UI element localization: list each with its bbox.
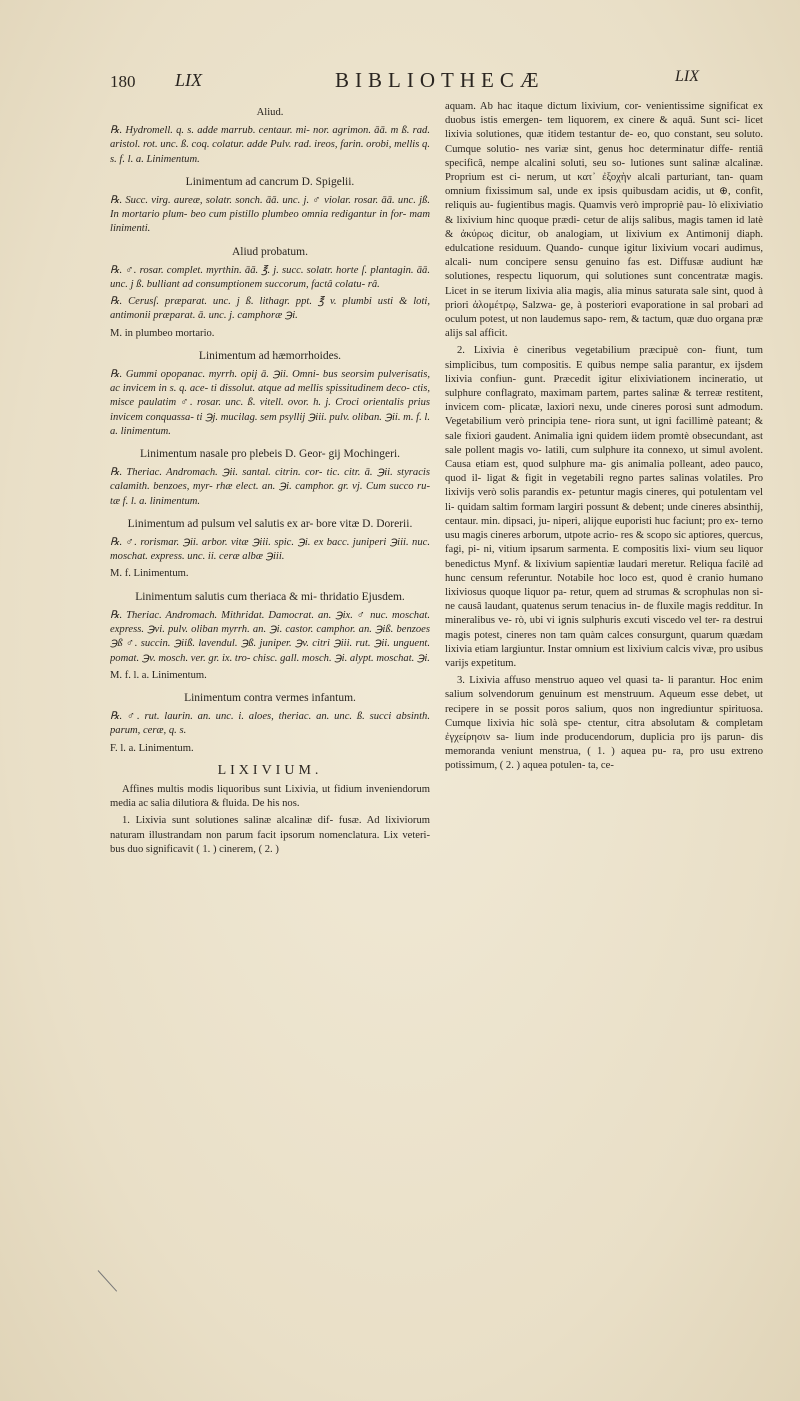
left-column-paragraph: ℞. ♂. rorismar. ℈ii. arbor. vitæ ℈iii. spic. ℈i. ex bacc. juniperi ℈iii. nuc. moschat. express. unc. ii. ceræ albæ ℈iii.	[110, 537, 430, 563]
right-column	[445, 100, 763, 1300]
left-column-paragraph: Linimentum ad hæmorrhoides.	[198, 349, 342, 362]
left-column-paragraph: Aliud probatum.	[231, 245, 309, 258]
left-column-paragraph: Linimentum ad pulsum vel salutis ex ar- bore vitæ D. Dorerii.	[127, 517, 413, 530]
left-column-paragraph: LIXIVIUM.	[217, 762, 323, 778]
left-column-paragraph: ℞. Theriac. Andromach. ℈ii. santal. citrin. cor- tic. citr. ā. ℈ii. styracis calamith. benzoes, myr- rhæ elect. an. ℈i. camphor. gr. vj. Cum succo ru- tæ f. l. a. linimentum.	[110, 467, 430, 507]
running-header-right: LIX	[675, 68, 699, 85]
running-title: BIBLIOTHECÆ	[335, 68, 545, 92]
left-column-paragraph: ℞. ♂. rosar. complet. myrthin. āā. ℥. j. succ. solatr. horte ſ. plantagin. āā. unc. j ß. bulliant ad consumptionem succorum, factâ colatu- râ.	[110, 264, 430, 291]
right-column-paragraph: 3. Lixivia affuso menstruo aqueo vel quasi ta- li parantur. Hoc enim salium solvendorum genuinum est menstruum. Aqueum esse debet, ut recipere in se possit poros salium, quos non ingrediuntur spirituosa. Cumque lixivia hic solà spe- ctentur, citra absolutam & completam ἐγχείρησιν sa- lium inde producendorum, duplicia pro ijs parun- dis memoranda veniunt menstrua, ( 1. ) aquea pu- ra, pro usu extreno potissimum, ( 2. ) aquea potulen- ta, ce-	[445, 675, 763, 772]
left-column-paragraph: Linimentum contra vermes infantum.	[184, 691, 356, 704]
left-column-paragraph: Affines multis modis liquoribus sunt Lixivia, ut fidium inveniendorum media ac salia dilutiora & fluida. De his nos.	[110, 783, 430, 810]
right-column-paragraph: aquam. Ab hac itaque dictum lixivium, cor- venientissime significat ex duobus istis emergen- tem liquorem, ex cinere & aquâ. Sunt sci- licet lixivia solutiones, quæ itidem testantur de- eo, quo constant, seu soluto. Cumque solutio- nes variæ sint, genus hoc determinatur diffe- rentiâ specificâ, nempe alcalini soluti, seu so- lutiones sunt salinæ alcalinæ. Proprium est ci- nerum, ut κατ᾽ ἐξοχὴν alcali parturiant, tan- quam omnium fixissimum sal, unde ex ipsis quibusdam acidis, ut ⊕, confit, reliquis au- fugientibus magis. Quamvis verò impropriè pau- lò elixiviatio & lixivium hinc quoque prædi- cetur de alijs salibus, magis tamen id latè & ἀκύρως dicitur, ob analogiam, ut lixivium ex Antimonij diaph. edulcatione residuum. Quando- cunque igitur lixivium vocari audimus, alcali- num concipere sensu genuino fas est. Diffusæ audiunt hæ solutiones, respectu liquorum, qui solutiones sunt concentratæ magis. Licet in se iterum lixivia alia magis, alia minus saturata sale sint, quod à priori ἀλομέτρῳ, Salzwa- ge, à posteriori evaporatione in sal probari ad oculum potest, ut non laudemus sapo- rem, & tactum, quæ duo organa præ alijs sal afficit.	[445, 101, 763, 340]
left-column-paragraph: 1. Lixivia sunt solutiones salinæ alcalinæ dif- fusæ. Ad lixiviorum naturam illustrandam non parum facit ipsorum nomenclatura. Lix veteri- bus duo significavit ( 1. ) cinerem, ( 2. )	[110, 815, 430, 855]
right-column-paragraph: 2. Lixivia è cineribus vegetabilium præcipuè con- fiunt, tum simplicibus, tum compositis. E quibus nempe salia parantur, ex ijsdem lixivia confiun- gunt. Præcedit igitur elixiviationem incineratio, ut sulphure conflagrato, maximam partem, partes salinæ & terreæ restitent, invicem com- plicatæ, laxiori nexu, unde cineres porosi sunt admodum. Vegetabilium verò principia tene- riora sunt, ut igni facillimè pateant; & sale fixiori gaudent. Animalia igni quidem iidem promtè obsecundant, ast sale pollent magis vo- latili, cum sulphure ita connexo, ut simul avolent. Causa etiam est, quod sulphure ma- gis animalia polleant, adeo pauco, quod il- ligat & figit in vegetabili regno partes salinas volatiles. Pro lixivijs verò solis parandis ex- petuntur magis cineres, qui potulentam vel li- quidam saltim formam largiri possunt & debent; unde cineres absinthij, centaur. min. dipsaci, ju- niperi, alijque euporisti huc faciunt; pro ex- terno usu magis cineres arborum, utpote acrio- res & scopo sic aptiores, quercus, fagi, pi- ni, vitium ipsarum sarmenta. E compositis lixi- vium seu liquor benedictus Mynf. & lixivium sapientiæ laudari meretur. Reliqua facilè ad hunc censum referuntur. Notabile hoc loco est, quod è cranio humano lixiviosus quoque liquor pa- retur, quem ad strumas & scrophulas non si- ne causâ laudant, quatenus serum tenacius in- de fluxile magis redditur. In mineralibus ve- rò, ubi vi ignis sulphuris excuti viscedo vel ter- ra destrui magis potest, cineres non tam quàm calces consurgunt, quarum quædam lixivia etiam largiuntur. Instar omnium est lixivium calcis vivæ, pro usibus varijs expetitum.	[445, 345, 763, 669]
page-header	[110, 68, 710, 96]
left-column-paragraph: Linimentum salutis cum theriaca & mi- thridatio Ejusdem.	[135, 590, 405, 603]
left-column-paragraph: M. in plumbeo mortario.	[110, 327, 215, 339]
left-column-paragraph: ℞. Gummi opopanac. myrrh. opij ā. ℈ii. Omni- bus seorsim pulverisatis, ac invicem in s. q. ace- ti dissolut. atque ad mellis spissitudinem deco- ctis, misce paulatim ♂. rosar. unc. ß. vitell. ovor. h. j. Croci orientalis prius invicem conquassa- ti ℈j. mucilag. sem psyllij ℈iii. pulv. oliban. ℈ii. m. f. l. a. linimentum.	[110, 369, 430, 437]
running-header-left: LIX	[175, 70, 202, 90]
left-column-paragraph: M. f. Linimentum.	[110, 568, 189, 580]
left-column-paragraph: ℞. ♂. rut. laurin. an. unc. i. aloes, theriac. an. unc. ß. succi absinth. parum, ceræ, q. s.	[110, 711, 430, 737]
left-column-paragraph: ℞. Succ. virg. aureæ, solatr. sonch. āā. unc. j. ♂ violar. rosar. āā. unc. jß. In mortario plum- beo cum pistillo plumbeo omnia redigantur in for- mam linimenti.	[110, 195, 430, 235]
left-column-paragraph: Aliud.	[256, 107, 284, 118]
left-column-paragraph: Linimentum ad cancrum D. Spigelii.	[185, 175, 355, 188]
left-column-paragraph: M. f. l. a. Linimentum.	[110, 669, 207, 681]
left-column-paragraph: ℞. Cerusſ. præparat. unc. j ß. lithagr. ppt. ℥ v. plumbi usti & loti, antimonii præparat. ā. unc. j. camphoræ ℈i.	[110, 296, 430, 322]
left-column-paragraph: ℞. Theriac. Andromach. Mithridat. Damocrat. an. ℈ix. ♂ nuc. moschat. express. ℈vi. pulv. oliban myrrh. an. ℈i. castor. camphor. an. ℈iß. benzoes ℈ß ♂. succin. ℈iiß. lavendul. ℈ß. juniper. ℈v. citri ℈iii. rut. ℈ii. unguent. pomat. ℈v. mosch. ver. gr. ix. tro- chisc. gall. mosch. ℈i. alypt. moschat. ℈i.	[110, 609, 430, 664]
left-column	[110, 100, 430, 1300]
left-column-paragraph: ℞. Hydromell. q. s. adde marrub. centaur. mi- nor. agrimon. āā. m ß. rad. aristol. rot. unc. ß. coq. colatur. adde Pulv. rad. ireos, farin. orobi, mellis q. s. f. l. a. Linimentum.	[110, 125, 430, 165]
left-column-paragraph: Linimentum nasale pro plebeis D. Geor- gij Mochingeri.	[139, 448, 401, 461]
page-number: 180	[110, 72, 136, 91]
left-column-paragraph: F. l. a. Linimentum.	[110, 742, 194, 754]
